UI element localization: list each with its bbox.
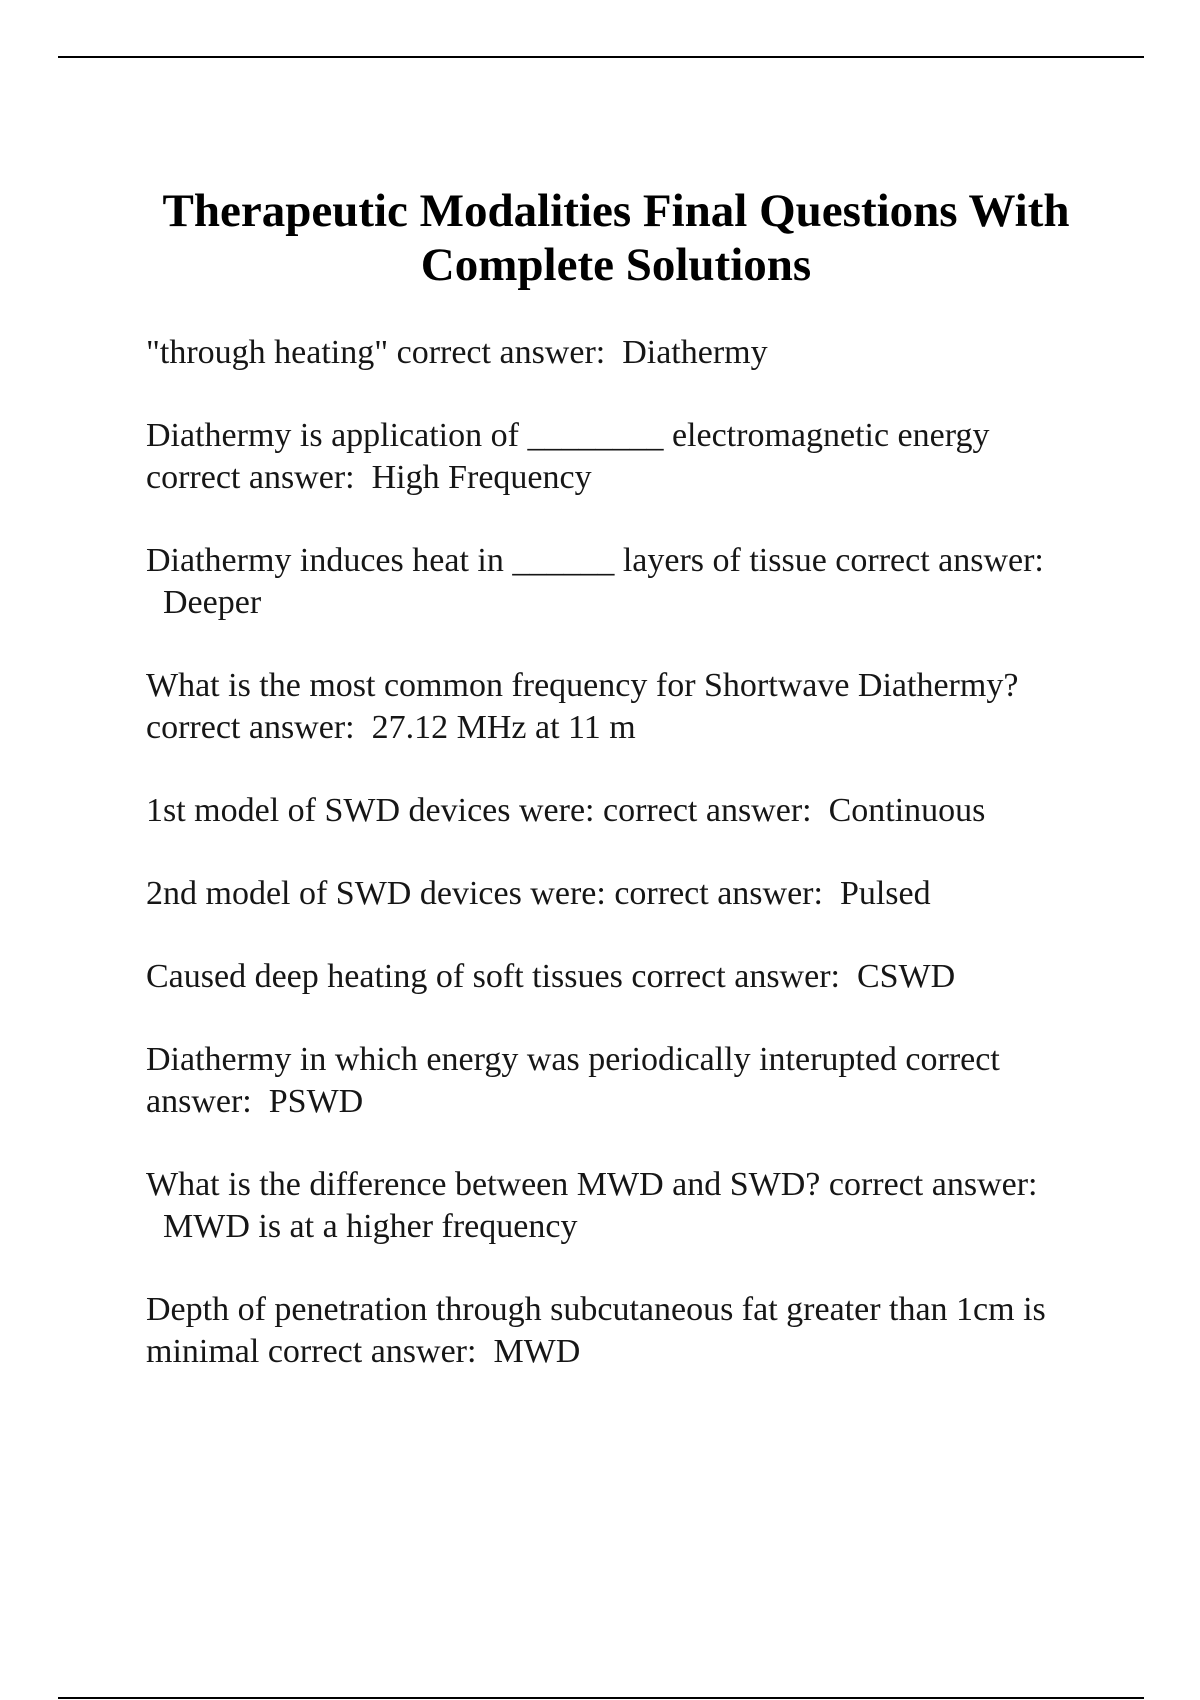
answer-marker: correct answer: <box>146 709 355 746</box>
header-rule <box>58 56 1144 58</box>
question-text: What is the difference between MWD and SWD? <box>146 1166 821 1203</box>
qa-item <box>146 790 1086 832</box>
answer-marker: correct answer: <box>267 1333 477 1370</box>
question-text: 2nd model of SWD devices were: <box>146 875 606 912</box>
answer-text: MWD is at a higher frequency <box>163 1208 578 1245</box>
qa-item <box>146 1289 1086 1373</box>
question-text: Caused deep heating of soft tissues <box>146 958 623 995</box>
answer-text: MWD <box>493 1333 581 1370</box>
document-title: Therapeutic Modalities Final Questions With Complete Solutions <box>162 185 1070 291</box>
answer-marker: correct answer: <box>631 958 840 995</box>
document-page <box>146 184 1086 1414</box>
answer-text: Continuous <box>828 792 986 829</box>
answer-text: PSWD <box>268 1083 364 1120</box>
question-text: Depth of penetration through subcutaneous fat greater than 1cm is minimal <box>146 1291 1046 1370</box>
question-text: What is the most common frequency for Shortwave Diathermy? <box>146 667 1019 704</box>
answer-text: Pulsed <box>839 875 931 912</box>
qa-item <box>146 415 1086 499</box>
qa-item <box>146 332 1086 374</box>
question-text: 1st model of SWD devices were: <box>146 792 595 829</box>
question-text: Diathermy is application of ________ electromagnetic energy <box>146 417 990 454</box>
qa-item <box>146 873 1086 915</box>
qa-item <box>146 956 1086 998</box>
question-text: Diathermy induces heat in ______ layers of tissue <box>146 542 827 579</box>
answer-text: Diathermy <box>622 334 768 371</box>
question-text: "through heating" <box>146 334 389 371</box>
answer-marker: correct answer: <box>828 1166 1038 1203</box>
answer-text: Deeper <box>163 584 262 621</box>
footer-rule <box>58 1697 1144 1699</box>
answer-marker: correct answer: <box>146 459 355 496</box>
answer-text: CSWD <box>856 958 956 995</box>
answer-marker: correct answer: <box>835 542 1044 579</box>
answer-marker: correct answer: <box>396 334 606 371</box>
answer-text: 27.12 MHz at 11 m <box>371 709 636 746</box>
answer-marker: correct answer: <box>146 1041 1000 1120</box>
question-text: Diathermy in which energy was periodically interupted <box>146 1041 897 1078</box>
qa-list <box>146 332 1086 1373</box>
answer-marker: correct answer: <box>603 792 812 829</box>
answer-text: High Frequency <box>371 459 592 496</box>
answer-marker: correct answer: <box>614 875 823 912</box>
qa-item <box>146 1164 1086 1248</box>
qa-item <box>146 1039 1086 1123</box>
qa-item <box>146 665 1086 749</box>
qa-item <box>146 540 1086 624</box>
